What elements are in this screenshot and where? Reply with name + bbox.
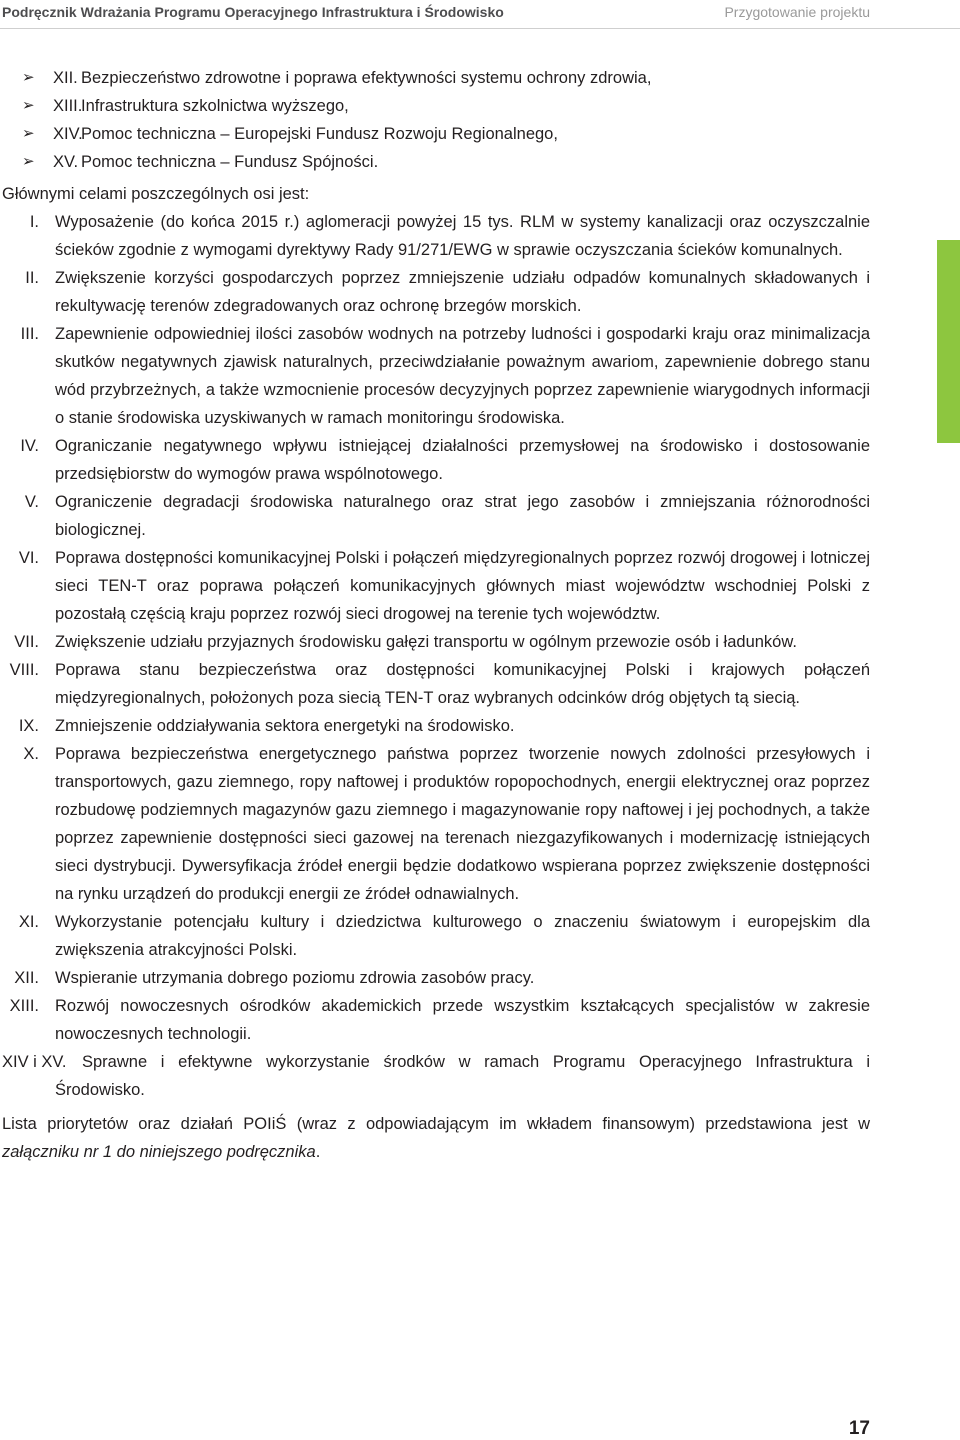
item-number: VII.	[14, 633, 39, 651]
item-text: Poprawa bezpieczeństwa energetycznego państwa poprzez tworzenie nowych zdolności przesyłowych i transportowych, gazu ziemnego, ropy naftowej i produktów ropopochodnych, energii elektrycznej oraz poprzez rozbudowę podziemnych magazynów gazu ziemnego i magazynowanie ropy naftowej i jej pochodnych, a także poprzez zapewnienie dostępności sieci gazowej na terenach niezgazyfikowanych i modernizację istniejących sieci dystrybucji. Dywersyfikacja źródeł energii będzie dodatkowo wspierana poprzez zwiększenie dostępności na rynku urządzeń do produkcji energii ze źródeł odnawialnych.	[55, 745, 870, 903]
item-number: XIV i XV.	[2, 1053, 67, 1071]
item-text: Zapewnienie odpowiedniej ilości zasobów wodnych na potrzeby ludności i gospodarki kraju oraz minimalizacja skutków negatywnych zjawisk naturalnych, przeciwdziałanie poważnym awariom, zapewnienie dobrego stanu wód przybrzeżnych, a także wzmocnienie procesów decyzyjnych poprzez zapewnienie wiarygodnych informacji o stanie środowiska uzyskiwanych w ramach monitoringu środowiska.	[55, 325, 870, 427]
list-item	[2, 320, 870, 432]
item-text: Wspieranie utrzymania dobrego poziomu zdrowia zasobów pracy.	[55, 969, 535, 987]
list-item	[2, 488, 870, 544]
bullet-text: Pomoc techniczna – Fundusz Spójności.	[81, 153, 379, 171]
list-item	[2, 628, 870, 656]
bullet-text: Pomoc techniczna – Europejski Fundusz Rozwoju Regionalnego,	[81, 125, 558, 143]
arrow-bullet-icon: ➢	[22, 69, 35, 86]
summary-paragraph	[2, 1110, 870, 1166]
document-title: Podręcznik Wdrażania Programu Operacyjnego Infrastruktura i Środowisko	[2, 4, 504, 20]
bullet-number: XII.	[53, 69, 78, 87]
arrow-bullet-icon: ➢	[22, 97, 35, 114]
summary-end: .	[315, 1143, 321, 1161]
item-text: Poprawa dostępności komunikacyjnej Polski i połączeń międzyregionalnych poprzez rozwój drogowej i lotniczej sieci TEN-T oraz poprawa połączeń komunikacyjnych głównych miast województw wschodniej Polski z pozostałą częścią kraju poprzez rozwój sieci drogowej na terenie tych województw.	[55, 549, 870, 623]
item-text: Ograniczenie degradacji środowiska naturalnego oraz strat jego zasobów i zmniejszania różnorodności biologicznej.	[55, 493, 870, 539]
item-text: Sprawne i efektywne wykorzystanie środków w ramach Programu Operacyjnego Infrastruktura i Środowisko.	[55, 1053, 870, 1099]
item-text: Rozwój nowoczesnych ośrodków akademickich przede wszystkim kształcących specjalistów w zakresie nowoczesnych technologii.	[55, 997, 870, 1043]
item-number: V.	[24, 493, 39, 511]
item-number: VIII.	[9, 661, 39, 679]
list-item	[2, 544, 870, 628]
item-number: VI.	[18, 549, 39, 567]
summary-text: Lista priorytetów oraz działań POIiŚ (wraz z odpowiadającym im wkładem finansowym) przedstawiona jest w	[2, 1115, 870, 1133]
item-number: IX.	[18, 717, 39, 735]
arrow-bullet-icon: ➢	[22, 125, 35, 142]
list-item	[2, 712, 870, 740]
item-number: XII.	[14, 969, 39, 987]
item-text: Zwiększenie udziału przyjaznych środowisku gałęzi transportu w ogólnym przewozie osób i ładunków.	[55, 633, 797, 651]
list-item	[2, 264, 870, 320]
axis-goals-list	[2, 208, 870, 1048]
item-text: Zmniejszenie oddziaływania sektora energetyki na środowisko.	[55, 717, 515, 735]
main-content	[2, 64, 870, 1166]
page-header	[0, 0, 960, 29]
priority-axes-list	[2, 64, 870, 176]
list-item	[2, 908, 870, 964]
item-number: III.	[20, 325, 39, 343]
list-item-last	[2, 1048, 870, 1104]
bullet-item	[2, 120, 870, 148]
bullet-number: XIV.	[53, 125, 83, 143]
item-text: Poprawa stanu bezpieczeństwa oraz dostępności komunikacyjnej Polski i krajowych połączeń międzyregionalnych, położonych poza siecią TEN-T oraz wybranych odcinków dróg objętych tą siecią.	[55, 661, 870, 707]
arrow-bullet-icon: ➢	[22, 153, 35, 170]
intro-paragraph: Głównymi celami poszczególnych osi jest:	[2, 185, 310, 203]
item-text: Zwiększenie korzyści gospodarczych poprzez zmniejszenie udziału odpadów komunalnych składowanych i rekultywację terenów zdegradowanych oraz ochronę brzegów morskich.	[55, 269, 870, 315]
item-number: XIII.	[9, 997, 39, 1015]
list-item	[2, 992, 870, 1048]
item-text: Ograniczanie negatywnego wpływu istniejącej działalności przemysłowej na środowisko i dostosowanie przedsiębiorstw do wymogów prawa wspólnotowego.	[55, 437, 870, 483]
bullet-item	[2, 92, 870, 120]
section-title: Przygotowanie projektu	[724, 4, 870, 20]
item-number: I.	[29, 213, 39, 231]
list-item	[2, 740, 870, 908]
item-number: II.	[25, 269, 39, 287]
item-number: X.	[23, 745, 39, 763]
list-item	[2, 964, 870, 992]
item-text: Wykorzystanie potencjału kultury i dziedzictwa kulturowego o znaczeniu światowym i europejskim dla zwiększenia atrakcyjności Polski.	[55, 913, 870, 959]
bullet-text: Bezpieczeństwo zdrowotne i poprawa efektywności systemu ochrony zdrowia,	[81, 69, 652, 87]
list-item	[2, 656, 870, 712]
bullet-number: XV.	[53, 153, 79, 171]
item-number: XI.	[18, 913, 39, 931]
bullet-item	[2, 64, 870, 92]
item-number: IV.	[20, 437, 39, 455]
list-item	[2, 432, 870, 488]
list-item	[2, 208, 870, 264]
attachment-reference: załączniku nr 1 do niniejszego podręcznika	[2, 1143, 316, 1161]
item-text: Wyposażenie (do końca 2015 r.) aglomeracji powyżej 15 tys. RLM w systemy kanalizacji oraz oczyszczalnie ścieków zgodnie z wymogami dyrektywy Rady 91/271/EWG w sprawie oczyszczania ścieków komunalnych.	[55, 213, 870, 259]
page-number: 17	[848, 1418, 870, 1439]
bullet-text: Infrastruktura szkolnictwa wyższego,	[81, 97, 349, 115]
chapter-tab-marker	[937, 240, 960, 443]
bullet-number: XIII.	[53, 97, 83, 115]
bullet-item	[2, 148, 870, 176]
